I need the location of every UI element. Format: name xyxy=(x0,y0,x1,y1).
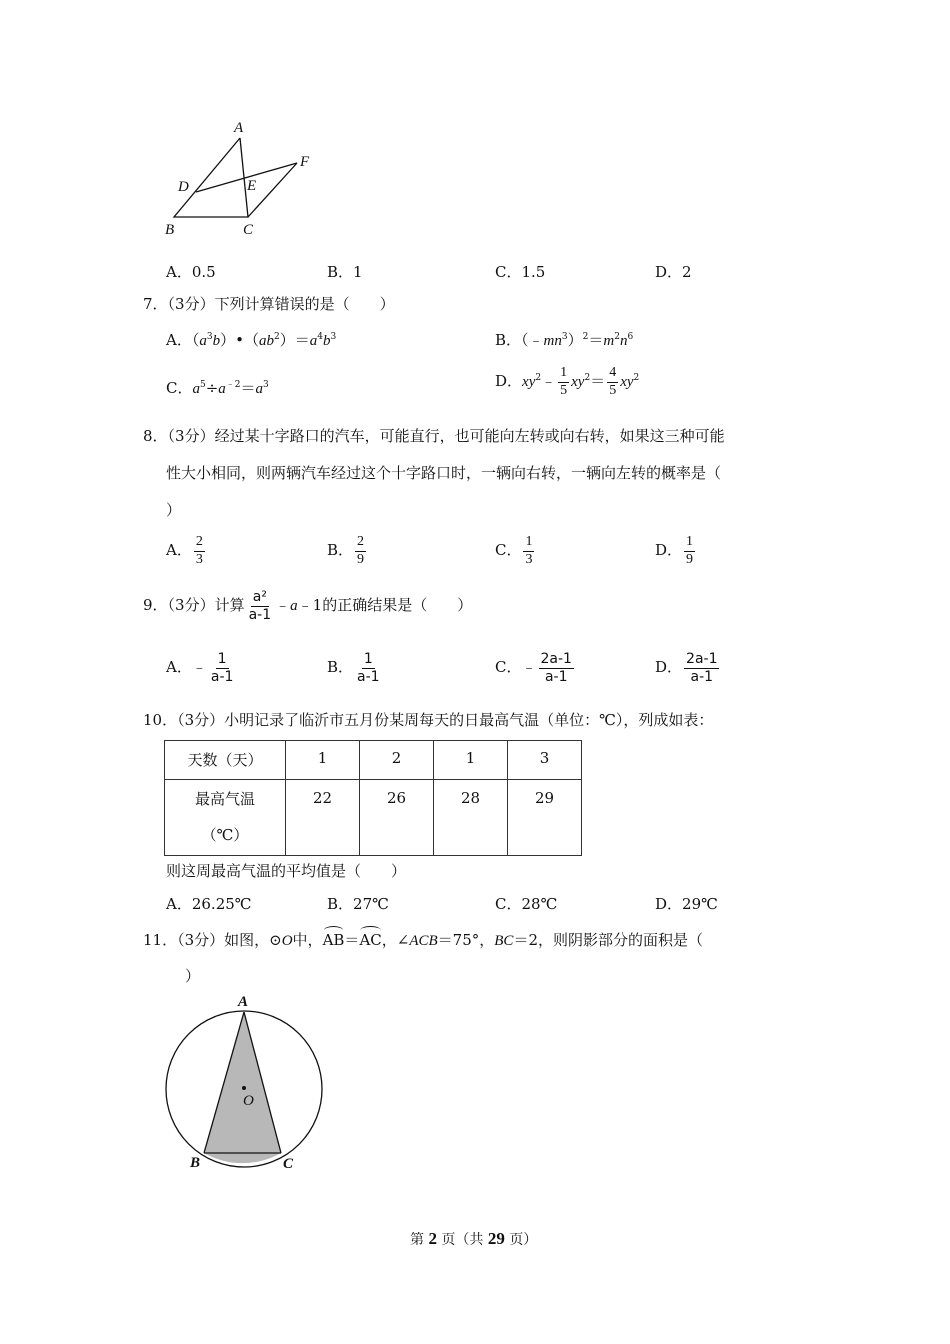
q10-option-d: D．29℃ xyxy=(655,895,718,913)
table-cell: 28 xyxy=(434,780,508,856)
q9-option-d: D． $\frac{2a-1}{a-1}$ xyxy=(655,651,718,685)
q10-question: 则这周最高气温的平均值是（ ） xyxy=(166,862,407,880)
q9-stem: 9．（3分）计算 $\frac{\text{a²}}{a-1}$ ﹣a﹣1的正确结果是（ ） xyxy=(143,589,473,623)
table-header-days: 天数（天） xyxy=(165,741,286,780)
table-cell: 2 xyxy=(360,741,434,780)
table-row-temps xyxy=(165,780,582,856)
q8-stem-line3: ） xyxy=(166,501,182,519)
triangle-abc xyxy=(174,138,248,217)
parallelogram-figure xyxy=(160,118,320,243)
q6-option-b: B．1 xyxy=(327,263,363,281)
q6-option-d: D．2 xyxy=(655,263,692,281)
q10-option-a: A．26.25℃ xyxy=(166,895,252,913)
total-pages: 29 xyxy=(487,1229,505,1248)
q10-option-b: B．27℃ xyxy=(327,895,389,913)
current-page: 2 xyxy=(428,1229,437,1248)
q7-option-d: D．$xy^2﹣$ $\frac{1}{5}$ $xy^2=$ $\frac{4}{5}$ $xy^2$ xyxy=(495,365,640,398)
q8-stem-line2: 性大小相同，则两辆汽车经过这个十字路口时，一辆向右转，一辆向左转的概率是（ xyxy=(166,464,722,482)
q8-option-b: B． $\frac{2}{9}$ xyxy=(327,534,365,567)
q9-option-b: B． $\frac{1}{a-1}$ xyxy=(327,651,380,685)
q11-stem-line1: 11．（3分）如图，⊙O中，AB＝AC，∠ACB＝75°，BC＝2，则阴影部分的面积是（ xyxy=(143,931,703,949)
q7-option-a: A．$(a^3b)•(ab^2)=a^4b^3$ xyxy=(166,331,337,349)
table-cell: 3 xyxy=(508,741,582,780)
label-b: B xyxy=(190,1155,201,1171)
table-cell: 22 xyxy=(286,780,360,856)
circle-figure xyxy=(160,990,335,1175)
q8-option-c: C． $\frac{1}{3}$ xyxy=(495,534,533,567)
q6-option-a: A．0.5 xyxy=(166,263,216,281)
label-d: D xyxy=(178,179,189,195)
q10-stem: 10．（3分）小明记录了临沂市五月份某周每天的日最高气温（单位：℃），列成如表： xyxy=(143,711,714,729)
q8-option-d: D． $\frac{1}{9}$ xyxy=(655,534,694,567)
table-header-temp xyxy=(165,780,286,856)
arc-ab: AB xyxy=(322,931,345,949)
arc-ac: AC xyxy=(359,931,382,949)
q6-option-c: C．1.5 xyxy=(495,263,546,281)
table-header-temp-line1: 最高气温 xyxy=(194,790,255,808)
q8-option-a: A． $\frac{2}{3}$ xyxy=(166,534,203,567)
q7-option-c: C．$a^5\div a^{﹣2}=a^3$ xyxy=(166,379,269,397)
table-cell: 1 xyxy=(286,741,360,780)
q10-option-c: C．28℃ xyxy=(495,895,558,913)
label-c: C xyxy=(283,1156,294,1172)
label-f: F xyxy=(300,154,310,170)
table-row-days xyxy=(165,741,582,780)
temperature-table xyxy=(164,740,582,856)
label-c: C xyxy=(243,222,254,238)
label-a: A xyxy=(234,120,244,136)
q8-stem-line1: 8．（3分）经过某十字路口的汽车，可能直行，也可能向左转或向右转，如果这三种可能 xyxy=(143,427,725,445)
q11-stem-line2: ） xyxy=(185,967,201,985)
q9-option-a: A．﹣ $\frac{1}{a-1}$ xyxy=(166,651,234,685)
page-footer: 第 2 页（共 29 页） xyxy=(410,1229,538,1248)
label-e: E xyxy=(247,178,257,194)
table-header-temp-line2: （℃） xyxy=(201,826,249,844)
label-o: O xyxy=(243,1093,254,1109)
table-cell: 29 xyxy=(508,780,582,856)
label-a: A xyxy=(238,994,249,1010)
q9-option-c: C．﹣ $\frac{2a-1}{a-1}$ xyxy=(495,651,572,685)
q7-option-b: B．$(﹣mn^3)^2=m^2n^6$ xyxy=(495,331,634,349)
q7-stem: 7．（3分）下列计算错误的是（ ） xyxy=(143,295,395,313)
table-cell: 26 xyxy=(360,780,434,856)
label-b: B xyxy=(165,222,175,238)
table-cell: 1 xyxy=(434,741,508,780)
center-point xyxy=(242,1086,246,1090)
